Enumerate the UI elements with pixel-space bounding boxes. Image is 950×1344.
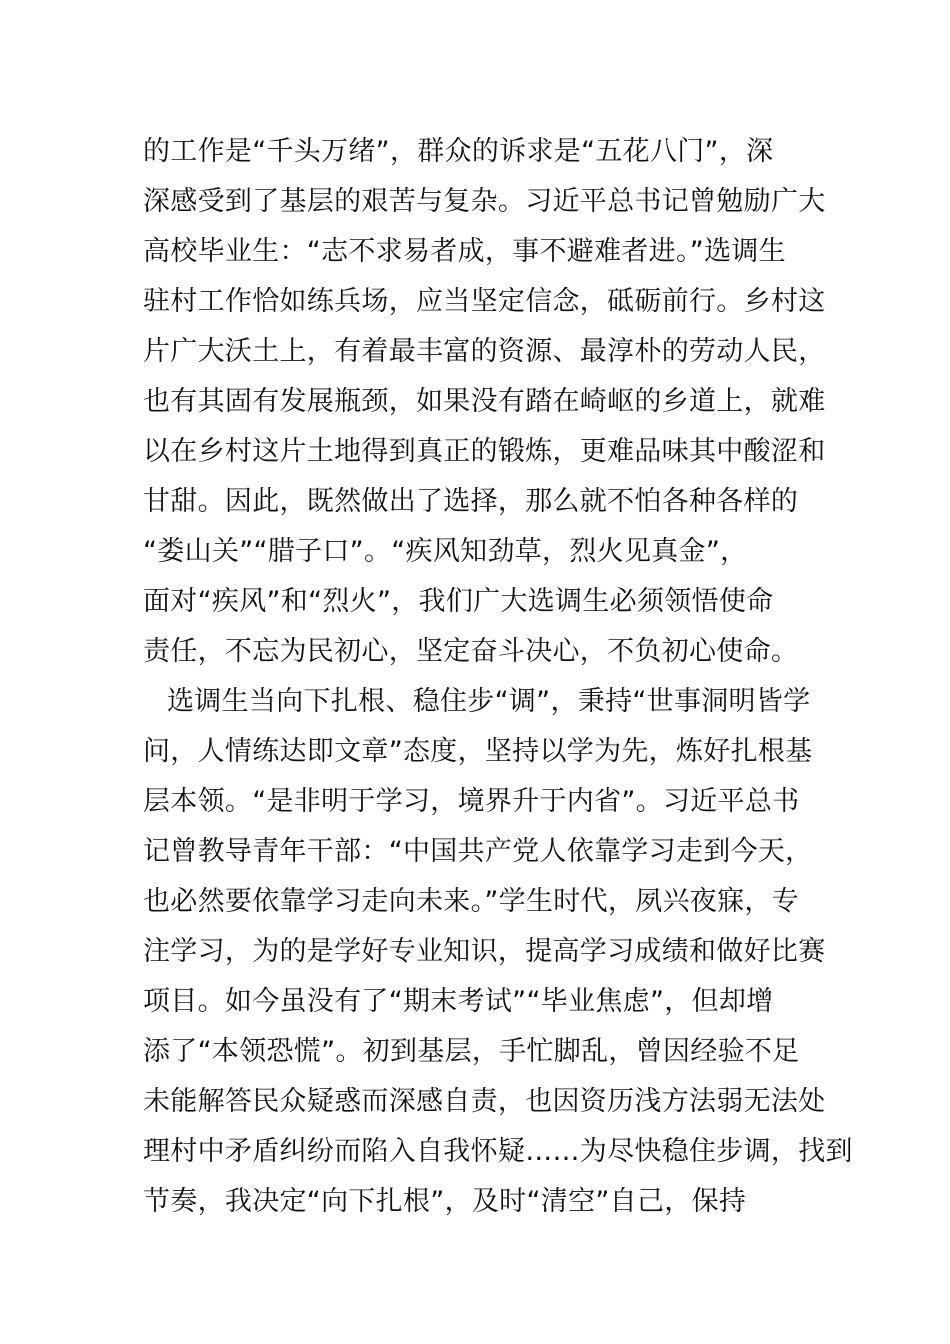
- text-line: 注学习，为的是学好专业知识，提高学习成绩和做好比赛: [143, 936, 826, 967]
- text-line: 片广大沃土上，有着最丰富的资源、最淳朴的劳动人民，: [143, 336, 826, 367]
- text-line: 理村中矛盾纠纷而陷入自我怀疑……为尽快稳住步调，找到: [143, 1136, 853, 1167]
- body-text: [143, 127, 853, 1227]
- text-line: 高校毕业生：“志不求易者成，事不避难者进。”选调生: [143, 236, 786, 267]
- text-line: 面对“疾风”和“烈火”，我们广大选调生必须领悟使命: [143, 586, 774, 617]
- text-line: 也有其固有发展瓶颈，如果没有踏在崎岖的乡道上，就难: [143, 386, 826, 417]
- text-line: 责任，不忘为民初心，坚定奋斗决心，不负初心使命。: [143, 636, 799, 667]
- text-line: 记曾教导青年干部：“中国共产党人依靠学习走到今天，: [143, 836, 813, 867]
- paragraph-start-line: 选调生当向下扎根、稳住步“调”，秉持“世事洞明皆学: [167, 686, 811, 717]
- text-line: 项目。如今虽没有了“期末考试”“毕业焦虑”，但却增: [143, 986, 774, 1017]
- text-line: 层本领。“是非明于学习，境界升于内省”。习近平总书: [143, 786, 800, 817]
- text-line: 驻村工作恰如练兵场，应当坚定信念，砥砺前行。乡村这: [143, 286, 826, 317]
- text-line: 添了“本领恐慌”。初到基层，手忙脚乱，曾因经验不足: [143, 1036, 800, 1067]
- text-line: 以在乡村这片土地得到真正的锻炼，更难品味其中酸涩和: [143, 436, 826, 467]
- text-line: “娄山关”“腊子口”。“疾风知劲草，烈火见真金”，: [143, 536, 748, 567]
- text-line: 也必然要依靠学习走向未来。”学生时代，夙兴夜寐，专: [143, 886, 799, 917]
- text-line: 问，人情练达即文章”态度，坚持以学为先，炼好扎根基: [143, 736, 813, 767]
- text-line: 的工作是“千头万绪”，群众的诉求是“五花八门”，深: [143, 136, 774, 167]
- text-line: 深感受到了基层的艰苦与复杂。习近平总书记曾勉励广大: [143, 186, 826, 217]
- text-line: 未能解答民众疑惑而深感自责，也因资历浅方法弱无法处: [143, 1086, 826, 1117]
- text-line: 节奏，我决定“向下扎根”，及时“清空”自己，保持: [143, 1186, 747, 1217]
- text-line: 甘甜。因此，既然做出了选择，那么就不怕各种各样的: [143, 486, 799, 517]
